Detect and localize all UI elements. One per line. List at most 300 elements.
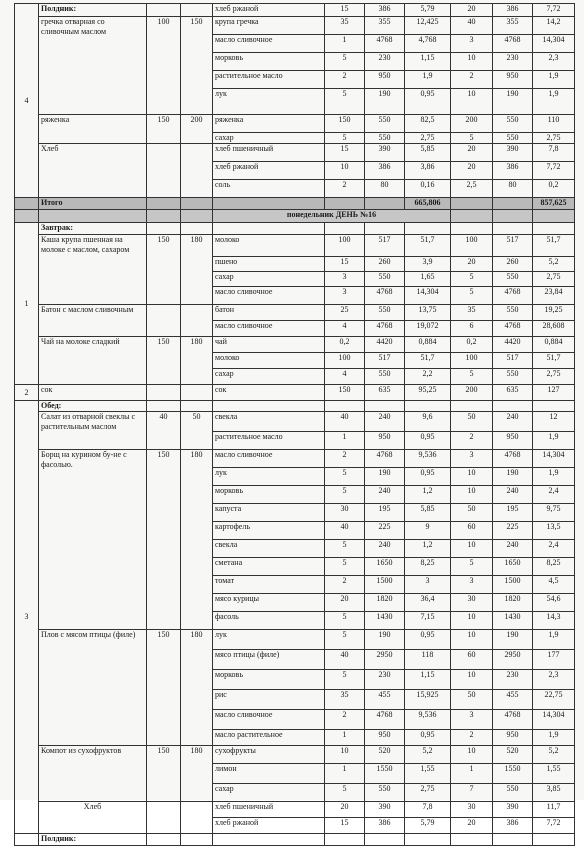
table-cell: 180 (181, 337, 213, 385)
table-cell: 0,95 (405, 630, 451, 650)
empty-cell (451, 198, 493, 210)
total-sum-2: 857,625 (533, 198, 575, 210)
empty-cell (493, 401, 533, 412)
table-cell: 550 (365, 305, 405, 321)
table-cell: 0,2 (325, 337, 365, 353)
table-cell: 950 (493, 71, 533, 89)
table-cell: пшено (213, 257, 325, 272)
empty-cell (325, 198, 365, 210)
empty-cell (147, 401, 181, 412)
table-cell: 40 (451, 17, 493, 35)
table-cell: 5,79 (405, 4, 451, 17)
row-number: 2 (15, 385, 39, 401)
table-cell: 386 (493, 818, 533, 834)
table-cell: масло сливочное (213, 321, 325, 337)
table-cell: 4768 (493, 450, 533, 468)
table-cell: 7,72 (533, 162, 575, 180)
table-cell: 20 (451, 144, 493, 162)
table-cell: 9 (405, 522, 451, 540)
table-cell: мясо курицы (213, 594, 325, 612)
table-cell: сахар (213, 784, 325, 802)
table-cell: 520 (365, 746, 405, 764)
table-cell: 5 (325, 486, 365, 504)
table-cell: 200 (451, 115, 493, 133)
table-cell: 4768 (493, 287, 533, 305)
menu-table (14, 3, 575, 846)
table-cell: 200 (451, 385, 493, 401)
table-cell: лимон (213, 764, 325, 784)
table-cell: 5 (325, 630, 365, 650)
table-cell: 230 (365, 53, 405, 71)
table-cell: 4,768 (405, 35, 451, 53)
table-cell: 1500 (493, 576, 533, 594)
table-cell: 355 (493, 17, 533, 35)
table-cell: 8,25 (533, 558, 575, 576)
table-cell: 4768 (365, 35, 405, 53)
table-cell: 10 (451, 89, 493, 115)
table-cell: морковь (213, 670, 325, 690)
table-cell: 1500 (365, 576, 405, 594)
total-sum-1: 665,806 (405, 198, 451, 210)
table-cell: 150 (147, 450, 181, 630)
table-cell: 1,15 (405, 670, 451, 690)
table-cell: хлеб ржаной (213, 818, 325, 834)
table-cell: 190 (493, 89, 533, 115)
table-cell: 550 (493, 784, 533, 802)
table-cell: 14,2 (533, 17, 575, 35)
empty-cell (181, 223, 213, 235)
table-cell: 550 (365, 369, 405, 385)
table-cell: 35 (325, 690, 365, 710)
table-cell: 28,608 (533, 321, 575, 337)
table-cell: 4768 (365, 710, 405, 730)
table-cell: 10 (451, 540, 493, 558)
table-cell: 240 (493, 486, 533, 504)
table-cell: 190 (365, 89, 405, 115)
dish-name: Чай на молоке сладкий (39, 337, 147, 385)
table-cell: 150 (147, 235, 181, 305)
table-cell: 4768 (365, 450, 405, 468)
table-cell: 20 (325, 594, 365, 612)
table-cell: 150 (147, 630, 181, 746)
empty-cell (451, 210, 493, 223)
table-cell: морковь (213, 486, 325, 504)
table-cell: 2950 (365, 650, 405, 670)
table-cell: 0,884 (405, 337, 451, 353)
table-cell: 1820 (493, 594, 533, 612)
table-cell: 190 (493, 630, 533, 650)
table-cell: 950 (493, 730, 533, 746)
table-cell: 2,3 (533, 670, 575, 690)
table-cell: молоко (213, 353, 325, 369)
table-cell: 5 (451, 133, 493, 144)
empty-cell (493, 198, 533, 210)
table-cell: 550 (493, 272, 533, 287)
table-cell: 20 (451, 257, 493, 272)
table-cell: 225 (493, 522, 533, 540)
table-cell: 13,5 (533, 522, 575, 540)
table-cell: 386 (493, 162, 533, 180)
table-cell: 2,75 (533, 369, 575, 385)
table-cell: 550 (493, 305, 533, 321)
table-cell: 2,75 (533, 133, 575, 144)
table-cell: 3 (325, 287, 365, 305)
table-cell: крупа гречка (213, 17, 325, 35)
empty-cell (181, 210, 213, 223)
table-cell: 517 (365, 235, 405, 257)
table-cell: томат (213, 576, 325, 594)
table-cell: 0,2 (451, 337, 493, 353)
table-cell: 10 (451, 630, 493, 650)
table-cell: 5,2 (533, 257, 575, 272)
table-cell: 390 (365, 802, 405, 818)
empty-cell (147, 834, 181, 846)
table-cell: 5 (325, 468, 365, 486)
table-cell: 390 (493, 144, 533, 162)
table-cell: 3 (451, 710, 493, 730)
dish-name: Салат из отварной свеклы с растительным маслом (39, 412, 147, 450)
table-cell: 1,9 (533, 89, 575, 115)
table-cell: 10 (451, 746, 493, 764)
empty-cell (213, 834, 325, 846)
table-cell: 15 (325, 257, 365, 272)
table-cell: морковь (213, 53, 325, 71)
table-cell: хлеб пшеничный (213, 802, 325, 818)
table-cell: 517 (365, 353, 405, 369)
table-cell: 150 (147, 337, 181, 385)
table-cell: сахар (213, 133, 325, 144)
table-cell: 1,65 (405, 272, 451, 287)
table-cell: 1550 (365, 764, 405, 784)
table-cell: 5,2 (405, 746, 451, 764)
empty-cell (147, 385, 181, 401)
table-cell: 95,25 (405, 385, 451, 401)
table-cell: сметана (213, 558, 325, 576)
table-cell: 2950 (493, 650, 533, 670)
table-cell: растительное масло (213, 432, 325, 450)
table-cell: 2,75 (405, 133, 451, 144)
table-cell: 1820 (365, 594, 405, 612)
table-cell: 15,925 (405, 690, 451, 710)
table-cell: 3,86 (405, 162, 451, 180)
table-cell: 7,8 (533, 144, 575, 162)
table-cell: масло растительное (213, 730, 325, 746)
table-cell: 2 (325, 450, 365, 468)
table-cell: 0,16 (405, 180, 451, 198)
table-cell: 2 (325, 710, 365, 730)
table-cell: 240 (365, 412, 405, 432)
table-cell: 51,7 (405, 235, 451, 257)
empty-cell (451, 223, 493, 235)
table-cell: 3 (451, 576, 493, 594)
empty-cell (365, 223, 405, 235)
table-cell: 1,15 (405, 53, 451, 71)
table-cell: свекла (213, 412, 325, 432)
table-cell: лук (213, 630, 325, 650)
table-cell: 240 (365, 540, 405, 558)
table-cell: 3,9 (405, 257, 451, 272)
table-cell: 3,85 (533, 784, 575, 802)
table-cell: 1 (325, 432, 365, 450)
dish-name: Компот из сухофруктов (39, 746, 147, 802)
table-cell: 950 (365, 432, 405, 450)
table-cell: 0,95 (405, 89, 451, 115)
table-cell: 550 (493, 115, 533, 133)
table-cell: 100 (451, 235, 493, 257)
table-cell: 127 (533, 385, 575, 401)
table-cell: 1,9 (533, 730, 575, 746)
empty-cell (533, 834, 575, 846)
table-cell: хлеб ржаной (213, 162, 325, 180)
table-cell: 1430 (493, 612, 533, 630)
table-cell: 386 (365, 162, 405, 180)
table-cell: 100 (147, 17, 181, 115)
table-cell: 14,304 (405, 287, 451, 305)
table-cell: 230 (365, 670, 405, 690)
table-cell: 950 (493, 432, 533, 450)
dish-name: Хлеб (39, 144, 147, 198)
table-cell: 550 (365, 133, 405, 144)
table-cell: растительное масло (213, 71, 325, 89)
table-cell: 40 (325, 522, 365, 540)
dish-name: сок (39, 385, 147, 401)
table-cell: 180 (181, 450, 213, 630)
table-cell: 180 (181, 235, 213, 305)
table-cell: 50 (451, 504, 493, 522)
empty-cell (451, 834, 493, 846)
table-cell: 2 (325, 576, 365, 594)
table-cell: 517 (493, 235, 533, 257)
table-cell: ряженка (213, 115, 325, 133)
table-cell: 100 (451, 353, 493, 369)
table-cell: 4768 (493, 35, 533, 53)
table-cell: 10 (451, 468, 493, 486)
empty-cell (15, 834, 39, 846)
empty-cell (181, 305, 213, 337)
dish-name: Хлеб (39, 802, 147, 834)
empty-cell (325, 401, 365, 412)
table-cell: 177 (533, 650, 575, 670)
table-cell: 7,8 (405, 802, 451, 818)
table-cell: 23,84 (533, 287, 575, 305)
table-cell: 1650 (493, 558, 533, 576)
empty-cell (451, 401, 493, 412)
empty-cell (147, 198, 181, 210)
table-cell: 14,304 (533, 710, 575, 730)
empty-cell (147, 305, 181, 337)
section-header: Завтрак: (39, 223, 147, 235)
table-cell: 82,5 (405, 115, 451, 133)
table-cell: 15 (325, 818, 365, 834)
row-number: 1 (15, 223, 39, 385)
table-cell: 40 (147, 412, 181, 450)
table-cell: 30 (451, 594, 493, 612)
table-cell: 2,75 (533, 272, 575, 287)
section-header: Обед: (39, 401, 147, 412)
table-cell: 19,072 (405, 321, 451, 337)
table-cell: 30 (325, 504, 365, 522)
table-cell: 4768 (493, 710, 533, 730)
table-cell: 5 (451, 272, 493, 287)
table-cell: 2,3 (533, 53, 575, 71)
empty-cell (147, 4, 181, 17)
table-cell: 4420 (493, 337, 533, 353)
table-cell: 1 (451, 764, 493, 784)
table-cell: 2,4 (533, 486, 575, 504)
table-cell: 3 (405, 576, 451, 594)
table-cell: батон (213, 305, 325, 321)
table-cell: 5 (325, 540, 365, 558)
table-cell: 54,6 (533, 594, 575, 612)
empty-cell (181, 385, 213, 401)
table-cell: 22,75 (533, 690, 575, 710)
table-cell: 190 (365, 468, 405, 486)
table-cell: 550 (365, 784, 405, 802)
table-cell: 225 (365, 522, 405, 540)
table-cell: 4768 (365, 321, 405, 337)
table-cell: 150 (181, 17, 213, 115)
empty-cell (325, 223, 365, 235)
table-cell: 520 (493, 746, 533, 764)
table-cell: 11,7 (533, 802, 575, 818)
table-cell: 25 (325, 305, 365, 321)
table-cell: 455 (493, 690, 533, 710)
table-cell: 195 (493, 504, 533, 522)
table-cell: 1,9 (533, 71, 575, 89)
table-cell: 5 (451, 558, 493, 576)
table-cell: 1 (325, 730, 365, 746)
table-cell: 4 (325, 321, 365, 337)
table-cell: 60 (451, 522, 493, 540)
table-cell: 10 (325, 162, 365, 180)
table-cell: 635 (365, 385, 405, 401)
table-cell: 35 (451, 305, 493, 321)
table-cell: сухофрукты (213, 746, 325, 764)
table-cell: 13,75 (405, 305, 451, 321)
table-cell: 5 (325, 612, 365, 630)
table-cell: сок (213, 385, 325, 401)
table-cell: 20 (451, 162, 493, 180)
empty-cell (147, 144, 181, 198)
table-cell: 5 (325, 133, 365, 144)
table-cell: 1,9 (533, 432, 575, 450)
empty-cell (39, 210, 147, 223)
table-cell: 15 (325, 4, 365, 17)
empty-cell (181, 401, 213, 412)
table-cell: 635 (493, 385, 533, 401)
row-number: 4 (15, 4, 39, 198)
table-cell: 5 (451, 287, 493, 305)
dish-name: Батон с маслом сливочным (39, 305, 147, 337)
table-cell: 1,2 (405, 486, 451, 504)
table-cell: сахар (213, 272, 325, 287)
table-cell: 386 (493, 4, 533, 17)
table-cell: 150 (147, 115, 181, 144)
table-cell: 10 (451, 670, 493, 690)
table-cell: 9,6 (405, 412, 451, 432)
empty-cell (365, 401, 405, 412)
table-cell: 5,85 (405, 504, 451, 522)
table-cell: сахар (213, 369, 325, 385)
empty-cell (147, 210, 181, 223)
table-cell: 2 (451, 432, 493, 450)
day-title: понедельник ДЕНЬ №16 (213, 210, 451, 223)
table-cell: 35 (325, 17, 365, 35)
table-cell: 4420 (365, 337, 405, 353)
table-cell: масло сливочное (213, 35, 325, 53)
empty-cell (181, 834, 213, 846)
table-cell: 260 (365, 257, 405, 272)
table-cell: 1 (325, 35, 365, 53)
table-cell: 110 (533, 115, 575, 133)
table-cell: 950 (365, 71, 405, 89)
table-cell: рис (213, 690, 325, 710)
table-cell: 5 (325, 558, 365, 576)
table-cell: 260 (493, 257, 533, 272)
table-cell: масло сливочное (213, 287, 325, 305)
table-cell: капуста (213, 504, 325, 522)
table-cell: 2,2 (405, 369, 451, 385)
table-cell: 0,2 (533, 180, 575, 198)
table-cell: 7,72 (533, 818, 575, 834)
table-cell: 2,5 (451, 180, 493, 198)
table-cell: 230 (493, 670, 533, 690)
table-cell: 2 (325, 180, 365, 198)
table-cell: 12,425 (405, 17, 451, 35)
table-cell: 10 (451, 612, 493, 630)
table-cell: 40 (325, 650, 365, 670)
table-cell: 5 (325, 784, 365, 802)
table-cell: 180 (181, 630, 213, 746)
table-cell: молоко (213, 235, 325, 257)
empty-cell (213, 223, 325, 235)
table-cell: 20 (451, 4, 493, 17)
table-cell: 2 (451, 71, 493, 89)
table-cell: 51,7 (533, 235, 575, 257)
table-cell: 7 (451, 784, 493, 802)
table-cell: лук (213, 89, 325, 115)
table-cell: 1550 (493, 764, 533, 784)
empty-cell (181, 144, 213, 198)
table-cell: чай (213, 337, 325, 353)
table-cell: 14,304 (533, 450, 575, 468)
table-cell: 1,9 (533, 630, 575, 650)
dish-name: Плов с мясом птицы (филе) (39, 630, 147, 746)
table-cell: 517 (493, 353, 533, 369)
table-cell: 10 (451, 486, 493, 504)
table-cell: 195 (365, 504, 405, 522)
empty-cell (533, 401, 575, 412)
table-cell: 3 (451, 450, 493, 468)
table-cell: 1 (325, 764, 365, 784)
empty-cell (533, 210, 575, 223)
table-cell: хлеб пшеничный (213, 144, 325, 162)
empty-cell (493, 210, 533, 223)
table-cell: 51,7 (405, 353, 451, 369)
table-cell: 50 (451, 412, 493, 432)
empty-cell (181, 802, 213, 834)
table-cell: 190 (493, 468, 533, 486)
table-cell: 50 (451, 690, 493, 710)
table-cell: 150 (325, 115, 365, 133)
empty-cell (325, 834, 365, 846)
table-cell: 0,884 (533, 337, 575, 353)
empty-cell (181, 198, 213, 210)
table-cell: 20 (451, 818, 493, 834)
section-header: Полдник: (39, 4, 147, 17)
empty-cell (405, 401, 451, 412)
table-cell: 386 (365, 4, 405, 17)
